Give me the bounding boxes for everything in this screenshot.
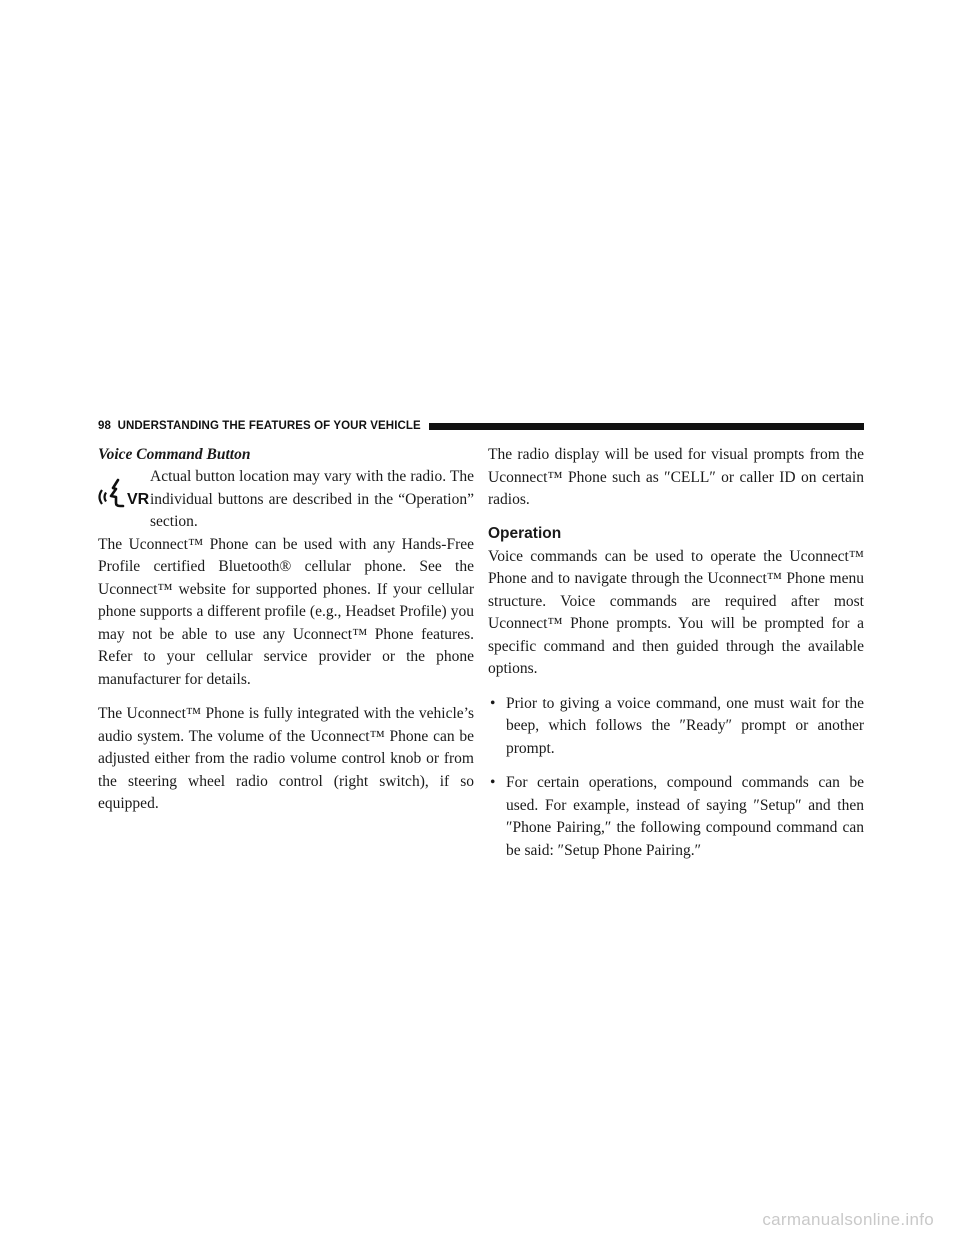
paragraph-operation: Voice commands can be used to operate the Uconnect™ Phone and to navigate through the Uconnect™ Phone menu structure. Voice commands are required after most Uconnect™ Phone prompts. You will be prompted for a specific command and then guided through the available options. xyxy=(488,547,864,677)
paragraph-audio-integration: The Uconnect™ Phone is fully integrated with the vehicle’s audio system. The volume of the Uconnect™ Phone can be adjusted either from the radio volume control knob or from the steering wheel radio control (right switch), if so equipped. xyxy=(98,705,474,812)
bullet-text: Prior to giving a voice command, one must wait for the beep, which follows the ″Ready″ prompt or another prompt. xyxy=(506,694,864,757)
vr-button-block xyxy=(98,466,474,534)
list-item xyxy=(488,772,864,862)
list-item xyxy=(488,693,864,761)
left-column xyxy=(98,444,474,828)
operation-bullet-list xyxy=(488,693,864,863)
voice-recognition-icon xyxy=(98,466,150,532)
voice-command-heading: Voice Command Button xyxy=(98,446,251,463)
vr-caption: Actual button location may vary with the radio. The individual buttons are described in the “Operation” section. xyxy=(150,468,474,530)
vr-icon-label: VR xyxy=(127,491,150,508)
bullet-text: For certain operations, compound commands can be used. For example, instead of saying ″Setup″ and then ″Phone Pairing,″ the following compound command can be said: ″Setup Phone Pairing.″ xyxy=(506,774,864,859)
section-title: UNDERSTANDING THE FEATURES OF YOUR VEHICLE xyxy=(117,420,421,432)
page-number: 98 xyxy=(98,420,111,432)
paragraph-compatibility: The Uconnect™ Phone can be used with any Hands-Free Profile certified Bluetooth® cellular phone. See the Uconnect™ website for supported phones. If your cellular phone supports a different profile (e.g., Headset Profile) you may not be able to use any Uconnect™ Phone features. Refer to your cellular service provider or the phone manufacturer for details. xyxy=(98,535,474,688)
header-title xyxy=(98,420,421,432)
operation-heading: Operation xyxy=(488,524,562,542)
site-watermark: carmanualsonline.info xyxy=(762,1210,934,1229)
paragraph-radio-display: The radio display will be used for visual prompts from the Uconnect™ Phone such as ″CELL″ or caller ID on certain radios. xyxy=(488,446,864,508)
running-header xyxy=(98,418,864,434)
right-column xyxy=(488,444,864,874)
header-rule xyxy=(429,423,864,430)
bullet-symbol: • xyxy=(490,694,496,712)
bullet-symbol: • xyxy=(490,774,496,791)
